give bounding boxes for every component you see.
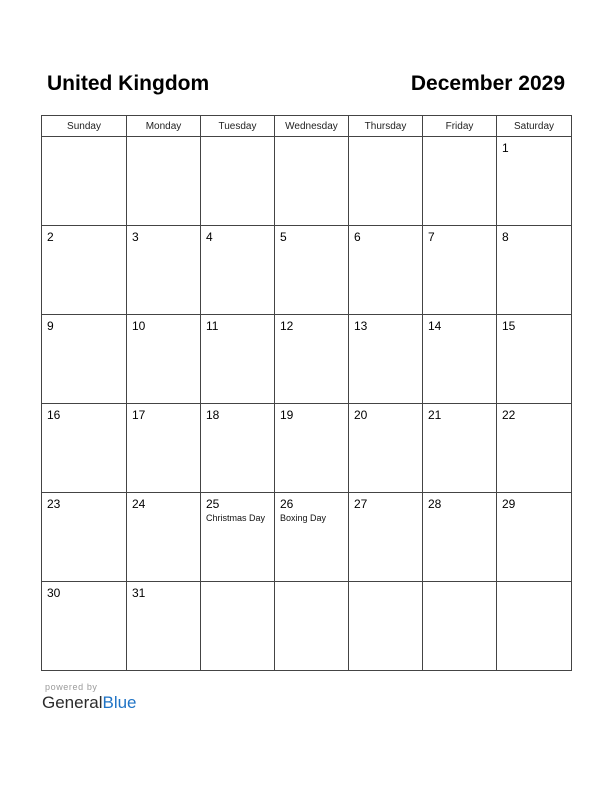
day-cell bbox=[423, 404, 497, 493]
day-number: 22 bbox=[502, 408, 516, 422]
week-row bbox=[42, 493, 572, 582]
weekday-header-sunday: Sunday bbox=[42, 116, 127, 137]
day-cell bbox=[201, 493, 275, 582]
day-number: 11 bbox=[206, 319, 219, 333]
day-cell bbox=[127, 315, 201, 404]
day-cell bbox=[423, 582, 497, 671]
day-number bbox=[201, 582, 274, 586]
day-number: 9 bbox=[47, 319, 54, 333]
day-cell bbox=[127, 137, 201, 226]
day-cell bbox=[275, 582, 349, 671]
day-number: 23 bbox=[47, 497, 61, 511]
day-number: 28 bbox=[428, 497, 442, 511]
weekday-header-wednesday: Wednesday bbox=[275, 116, 349, 137]
day-number: 7 bbox=[428, 230, 435, 244]
weekday-header-monday: Monday bbox=[127, 116, 201, 137]
day-cell bbox=[42, 493, 127, 582]
day-cell bbox=[423, 315, 497, 404]
weekday-header-row bbox=[42, 116, 572, 137]
day-number: 30 bbox=[47, 586, 61, 600]
day-number: 21 bbox=[428, 408, 442, 422]
day-cell bbox=[497, 226, 572, 315]
day-number bbox=[349, 582, 422, 586]
day-number: 16 bbox=[47, 408, 61, 422]
day-number bbox=[497, 582, 571, 586]
day-cell bbox=[497, 404, 572, 493]
day-number: 24 bbox=[132, 497, 146, 511]
day-cell bbox=[42, 582, 127, 671]
day-number: 10 bbox=[132, 319, 146, 333]
day-cell bbox=[349, 582, 423, 671]
week-row bbox=[42, 315, 572, 404]
holiday-christmas-day: Christmas Day bbox=[206, 513, 266, 523]
day-cell bbox=[201, 315, 275, 404]
day-number: 29 bbox=[502, 497, 516, 511]
day-number bbox=[423, 137, 496, 141]
day-number: 20 bbox=[354, 408, 368, 422]
day-number: 15 bbox=[502, 319, 516, 333]
day-cell bbox=[201, 137, 275, 226]
generalblue-logo[interactable] bbox=[42, 693, 137, 713]
day-cell bbox=[42, 404, 127, 493]
weekday-header-tuesday: Tuesday bbox=[201, 116, 275, 137]
day-number: 14 bbox=[428, 319, 442, 333]
day-number: 1 bbox=[502, 141, 509, 155]
day-cell bbox=[42, 137, 127, 226]
calendar-grid bbox=[41, 115, 572, 671]
day-cell bbox=[497, 582, 572, 671]
day-number: 12 bbox=[280, 319, 294, 333]
day-cell bbox=[201, 582, 275, 671]
holiday-boxing-day: Boxing Day bbox=[280, 513, 327, 523]
day-number: 5 bbox=[280, 230, 287, 244]
weekday-header-thursday: Thursday bbox=[349, 116, 423, 137]
day-cell bbox=[497, 137, 572, 226]
day-number: 8 bbox=[502, 230, 509, 244]
day-cell bbox=[127, 404, 201, 493]
day-number: 4 bbox=[206, 230, 213, 244]
day-number: 3 bbox=[132, 230, 139, 244]
day-number bbox=[127, 137, 200, 141]
weekday-header-saturday: Saturday bbox=[497, 116, 572, 137]
day-cell bbox=[497, 315, 572, 404]
day-number: 17 bbox=[132, 408, 146, 422]
day-cell bbox=[423, 137, 497, 226]
day-cell bbox=[423, 493, 497, 582]
day-number: 13 bbox=[354, 319, 368, 333]
day-cell bbox=[497, 493, 572, 582]
day-cell bbox=[127, 582, 201, 671]
day-cell bbox=[201, 404, 275, 493]
day-number: 6 bbox=[354, 230, 361, 244]
page-title-country: United Kingdom bbox=[47, 72, 210, 95]
week-row bbox=[42, 137, 572, 226]
week-row bbox=[42, 404, 572, 493]
day-cell bbox=[275, 493, 349, 582]
day-number: 31 bbox=[132, 586, 146, 600]
day-number: 25 bbox=[206, 497, 220, 511]
day-cell bbox=[349, 315, 423, 404]
day-cell bbox=[275, 404, 349, 493]
day-cell bbox=[275, 315, 349, 404]
weekday-header-friday: Friday bbox=[423, 116, 497, 137]
day-cell bbox=[349, 493, 423, 582]
week-row bbox=[42, 226, 572, 315]
day-cell bbox=[349, 404, 423, 493]
day-number bbox=[42, 137, 126, 141]
day-cell bbox=[275, 226, 349, 315]
day-number: 19 bbox=[280, 408, 294, 422]
brand-general-text: General bbox=[42, 693, 103, 712]
day-number bbox=[349, 137, 422, 141]
day-cell bbox=[42, 315, 127, 404]
page-title-month: December 2029 bbox=[410, 72, 565, 95]
day-number bbox=[275, 582, 348, 586]
day-number bbox=[275, 137, 348, 141]
week-row bbox=[42, 582, 572, 671]
day-cell bbox=[349, 137, 423, 226]
brand-blue-text: Blue bbox=[102, 693, 137, 712]
day-number bbox=[423, 582, 496, 586]
day-number: 27 bbox=[354, 497, 368, 511]
day-cell bbox=[349, 226, 423, 315]
day-cell bbox=[275, 137, 349, 226]
powered-by-text: powered by bbox=[45, 682, 98, 692]
day-cell bbox=[423, 226, 497, 315]
day-cell bbox=[201, 226, 275, 315]
day-number bbox=[201, 137, 274, 141]
day-number: 2 bbox=[47, 230, 54, 244]
day-cell bbox=[42, 226, 127, 315]
day-number: 18 bbox=[206, 408, 220, 422]
day-cell bbox=[127, 493, 201, 582]
day-number: 26 bbox=[280, 497, 294, 511]
day-cell bbox=[127, 226, 201, 315]
